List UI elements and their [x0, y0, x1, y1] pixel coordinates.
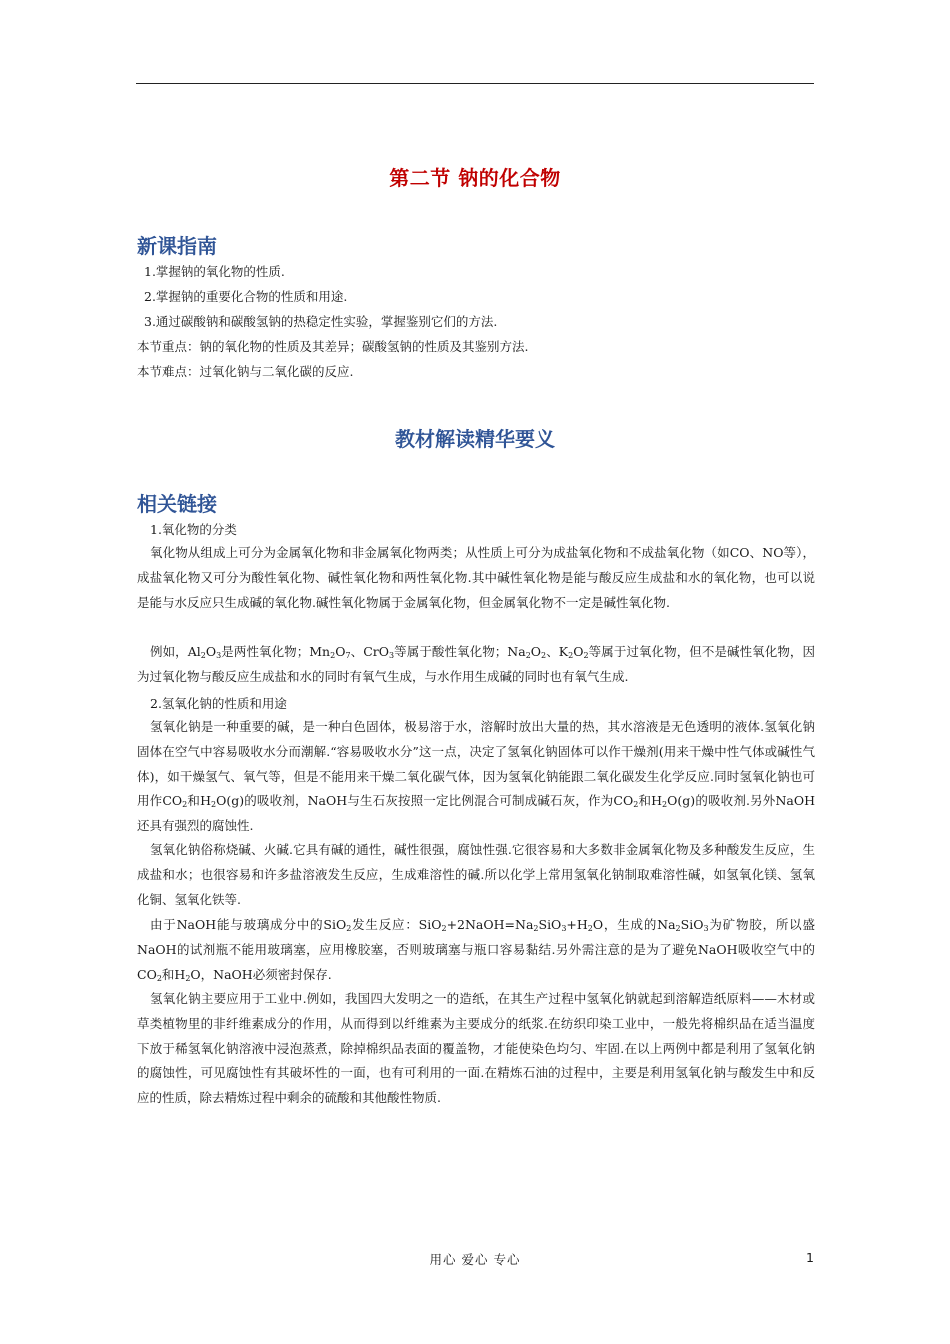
paragraph-oxide-examples: 例如，$Al_2O_3$是两性氧化物；$Mn_2O_7$、CrO$_3$等属于酸性氧化物；$Na_2O_2$、$K_2O_2$等属于过氧化物，但不是碱性氧化物，因为过氧化物与酸反应生成盐和水的同时有氧气生成，与水作用生成碱的同时也有氧气生成. — [137, 644, 815, 684]
paragraph-oxide-classification: 氧化物从组成上可分为金属氧化物和非金属氧化物两类；从性质上可分为成盐氧化物和不成盐氧化物（如CO、NO等），成盐氧化物又可分为酸性氧化物、碱性氧化物和两性氧化物.其中碱性氧化物是能与酸反应生成盐和水的氧化物，也可以说是能与水反应只生成碱的氧化物.碱性氧化物属于金属氧化物，但金属氧化物不一定是碱性氧化物. — [137, 545, 815, 610]
section-heading-textbook: 教材解读精华要义 — [395, 427, 555, 451]
subheading-oxide-classification: 1.氧化物的分类 — [150, 522, 237, 537]
section-heading-links: 相关链接 — [137, 492, 217, 516]
guide-item-2: 2.掌握钠的重要化合物的性质和用途. — [144, 289, 348, 304]
header-rule — [136, 83, 814, 84]
guide-item-3: 3.通过碳酸钠和碳酸氢钠的热稳定性实验，掌握鉴别它们的方法. — [144, 314, 498, 329]
paragraph-naoh-general: 氢氧化钠是一种重要的碱，是一种白色固体，极易溶于水，溶解时放出大量的热，其水溶液是无色透明的液体.氢氧化钠固体在空气中容易吸收水分而潮解.“容易吸收水分”这一点，决定了氢氧化钠固体可以作干燥剂(用来干燥中性气体或碱性气体)，如干燥氢气、氧气等，但是不能用来干燥二氧化碳气体，因为氢氧化钠能跟二氧化碳发生化学反应.同时氢氧化钠也可用作$CO_2$和$H_2O(g)$的吸收剂，NaOH与生石灰按照一定比例混合可制成碱石灰，作为$CO_2$和$H_2O(g)$的吸收剂.另外NaOH还具有强烈的腐蚀性. — [137, 719, 816, 834]
paragraph-naoh-industry: 氢氧化钠主要应用于工业中.例如，我国四大发明之一的造纸，在其生产过程中氢氧化钠就起到溶解造纸原料——木材或草类植物里的非纤维素成分的作用，从而得到以纤维素为主要成分的纸浆.在纺织印染工业中，一般先将棉织品在适当温度下放于稀氢氧化钠溶液中浸泡蒸煮，除掉棉织品表面的覆盖物，才能使染色均匀、牢固.在以上两例中都是利用了氢氧化钠的腐蚀性，可见腐蚀性有其破坏性的一面，也有可利用的一面.在精炼石油的过程中，主要是利用氢氧化钠与酸发生中和反应的性质，除去精炼过程中剩余的硫酸和其他酸性物质. — [137, 991, 815, 1106]
paragraph-naoh-alkali: 氢氧化钠俗称烧碱、火碱.它具有碱的通性，碱性很强，腐蚀性强.它很容易和大多数非金属氧化物及多种酸发生反应，生成盐和水；也很容易和许多盐溶液发生反应，生成难溶性的碱.所以化学上常用氢氧化钠制取难溶性碱，如氢氧化镁、氢氧化铜、氢氧化铁等. — [137, 842, 815, 907]
paragraph-naoh-glass: 由于NaOH能与玻璃成分中的SiO$_2$发生反应：$SiO_2+2NaOH=Na_2SiO_3+H_2O$，生成的$Na_2SiO_3$为矿物胶，所以盛NaOH的试剂瓶不能用玻璃塞，应用橡胶塞，否则玻璃塞与瓶口容易黏结.另外需注意的是为了避免NaOH吸收空气中的$CO_2$和$H_2O$，NaOH必须密封保存. — [137, 917, 815, 983]
page-footer: 用心 爱心 专心 — [429, 1252, 521, 1267]
page-number: 1 — [806, 1250, 814, 1265]
subheading-naoh-properties: 2.氢氧化钠的性质和用途 — [150, 696, 287, 711]
difficult-point: 本节难点：过氧化钠与二氧化碳的反应. — [137, 364, 354, 379]
section-heading-guide: 新课指南 — [137, 234, 217, 258]
document-title: 第二节 钠的化合物 — [389, 166, 561, 190]
guide-item-1: 1.掌握钠的氧化物的性质. — [144, 264, 285, 279]
key-point: 本节重点：钠的氧化物的性质及其差异；碳酸氢钠的性质及其鉴别方法. — [137, 339, 529, 354]
